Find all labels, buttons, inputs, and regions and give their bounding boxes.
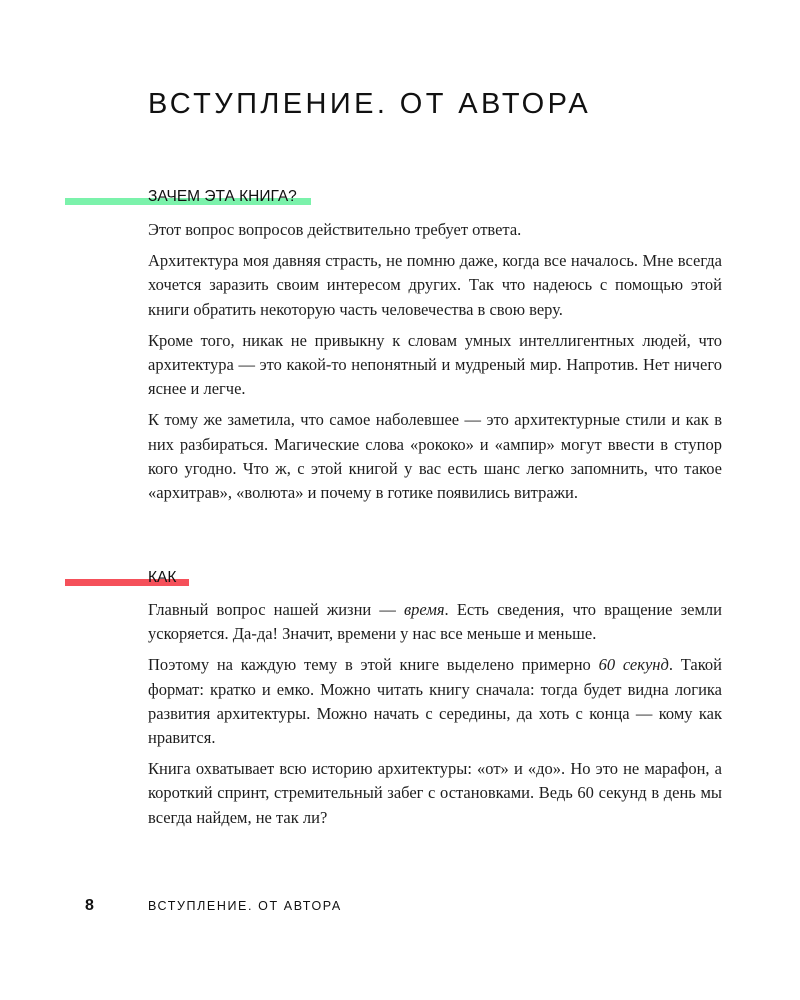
paragraph-text: Поэтому на каждую тему в этой книге выделено примерно bbox=[148, 655, 599, 675]
paragraph bbox=[148, 653, 722, 750]
page-number: 8 bbox=[85, 897, 94, 914]
paragraph bbox=[148, 329, 722, 402]
emphasis-text: время bbox=[404, 600, 445, 619]
paragraph-text: Кроме того, никак не привыкну к словам умных интеллигентных людей, что архитектура — это какой-то непонятный и мудреный мир. Напротив. Нет ничего яснее и легче. bbox=[148, 330, 722, 399]
paragraph-text: Архитектура моя давняя страсть, не помню даже, когда все началось. Мне всегда хочется заразить своим интересом других. Так что надеюсь с помощью этой книги обратить некоторую часть человечества в свою веру. bbox=[148, 251, 722, 319]
paragraph bbox=[148, 218, 722, 242]
paragraph bbox=[148, 757, 722, 830]
paragraph bbox=[148, 408, 722, 505]
paragraph-text: Главный вопрос нашей жизни — bbox=[148, 600, 405, 619]
paragraph-text: . Есть сведения, что вращение земли ускоряется. Да-да! Значит, времени у нас все меньше и меньше. bbox=[148, 600, 722, 644]
paragraph-text: Книга охватывает всю историю архитектуры: «от» и «до». Но это не марафон, а короткий спринт, стремительный забег с остановками. Ведь 60 секунд в день мы всегда найдем, не так ли? bbox=[148, 759, 722, 827]
paragraph-text: Этот вопрос вопросов действительно требует ответа. bbox=[148, 220, 522, 239]
section-body-how bbox=[148, 598, 722, 837]
section-body-why bbox=[148, 218, 722, 512]
paragraph bbox=[148, 598, 722, 646]
section-heading-how: КАК bbox=[148, 569, 177, 586]
page-title: ВСТУПЛЕНИЕ. ОТ АВТОРА bbox=[148, 88, 592, 120]
paragraph bbox=[148, 249, 722, 322]
paragraph-text: К тому же заметила, что самое наболевшее — это архитектурные стили и как в них разбираться. Магические слова «рококо» и «ампир» могут ввести в ступор кого угодно. Что ж, с этой книгой у вас есть шанс легко запомнить, что такое «архитрав», «волюта» и почему в готике появились витражи. bbox=[148, 410, 722, 503]
emphasis-text: 60 секунд bbox=[598, 655, 669, 675]
paragraph-text: . Такой формат: кратко и емко. Можно читать книгу сначала: тогда будет видна логика развития архитектуры. Можно начать с середины, да хоть с конца — кому как нравится. bbox=[148, 655, 722, 748]
section-heading-why: ЗАЧЕМ ЭТА КНИГА? bbox=[148, 188, 297, 205]
running-head: ВСТУПЛЕНИЕ. ОТ АВТОРА bbox=[148, 899, 342, 913]
